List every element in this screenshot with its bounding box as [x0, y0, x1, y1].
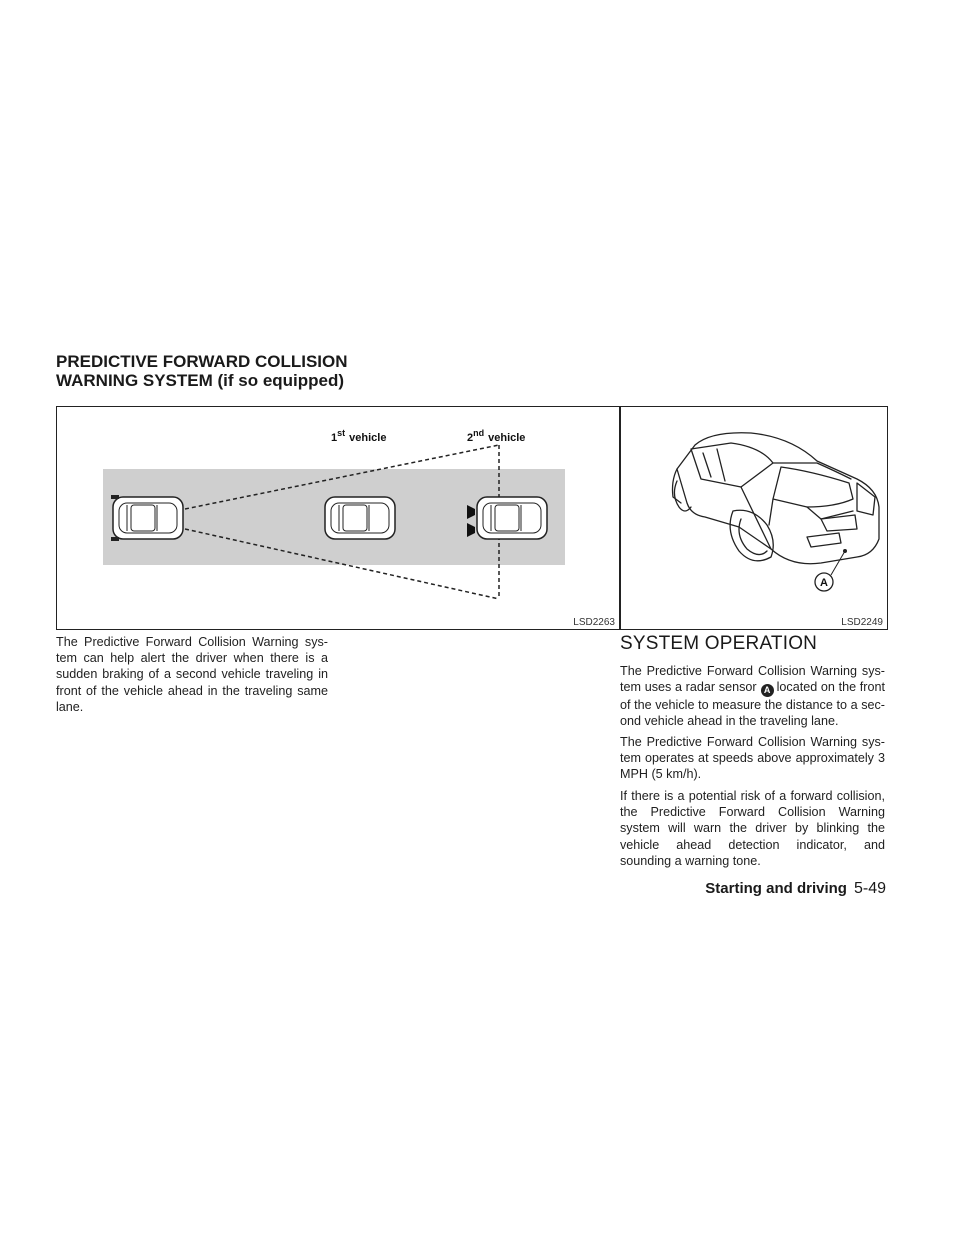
second-vehicle-label: 2nd vehicle	[467, 428, 526, 444]
sensor-a-marker: A	[761, 684, 774, 697]
suv-outline	[673, 433, 880, 564]
figure-code: LSD2249	[841, 617, 883, 628]
system-operation-heading: SYSTEM OPERATION	[620, 633, 818, 654]
second-vehicle	[477, 497, 547, 539]
first-vehicle-label: 1st vehicle	[331, 428, 387, 444]
operation-paragraph-3: If there is a potential risk of a forward collision, the Predictive Forward Collision Warning system will warn the driver by blinking the vehicle ahead detection indicator, and sounding a warning tone.	[620, 789, 885, 868]
vehicle-front-illustration	[621, 407, 887, 629]
p1-text-before: The Predictive Forward Collision Warning sys-tem uses a radar sensor	[620, 664, 885, 695]
figure-radar-sensor-location	[620, 406, 888, 630]
intro-paragraph: The Predictive Forward Collision Warning sys-tem can help alert the driver when there is a sudden braking of a second vehicle traveling in front of the vehicle ahead in the traveling same lane.	[56, 635, 328, 714]
page-number: 5-49	[853, 880, 886, 897]
first-vehicle	[325, 497, 395, 539]
p1-text-after: located on the front of the vehicle to measure the distance to a sec-ond vehicle ahead in the traveling lane.	[620, 680, 886, 729]
callout-leader-line	[831, 551, 845, 575]
section-title-line1: PREDICTIVE FORWARD COLLISION	[56, 352, 348, 371]
section-title	[56, 352, 348, 390]
radar-sensor-marker	[843, 549, 847, 553]
callout-label: A	[820, 577, 828, 589]
page-footer	[705, 880, 886, 898]
section-title-line2: WARNING SYSTEM (if so equipped)	[56, 371, 345, 390]
figure-code: LSD2263	[573, 617, 615, 628]
chapter-title: Starting and driving	[705, 880, 847, 897]
vehicle-detection-illustration	[57, 407, 619, 629]
operation-paragraph-1	[620, 663, 885, 730]
own-vehicle	[111, 495, 183, 541]
operation-paragraph-2: The Predictive Forward Collision Warning sys-tem operates at speeds above approximately 3 MPH (5 km/h).	[620, 735, 885, 782]
figure-vehicle-detection-diagram	[56, 406, 620, 630]
